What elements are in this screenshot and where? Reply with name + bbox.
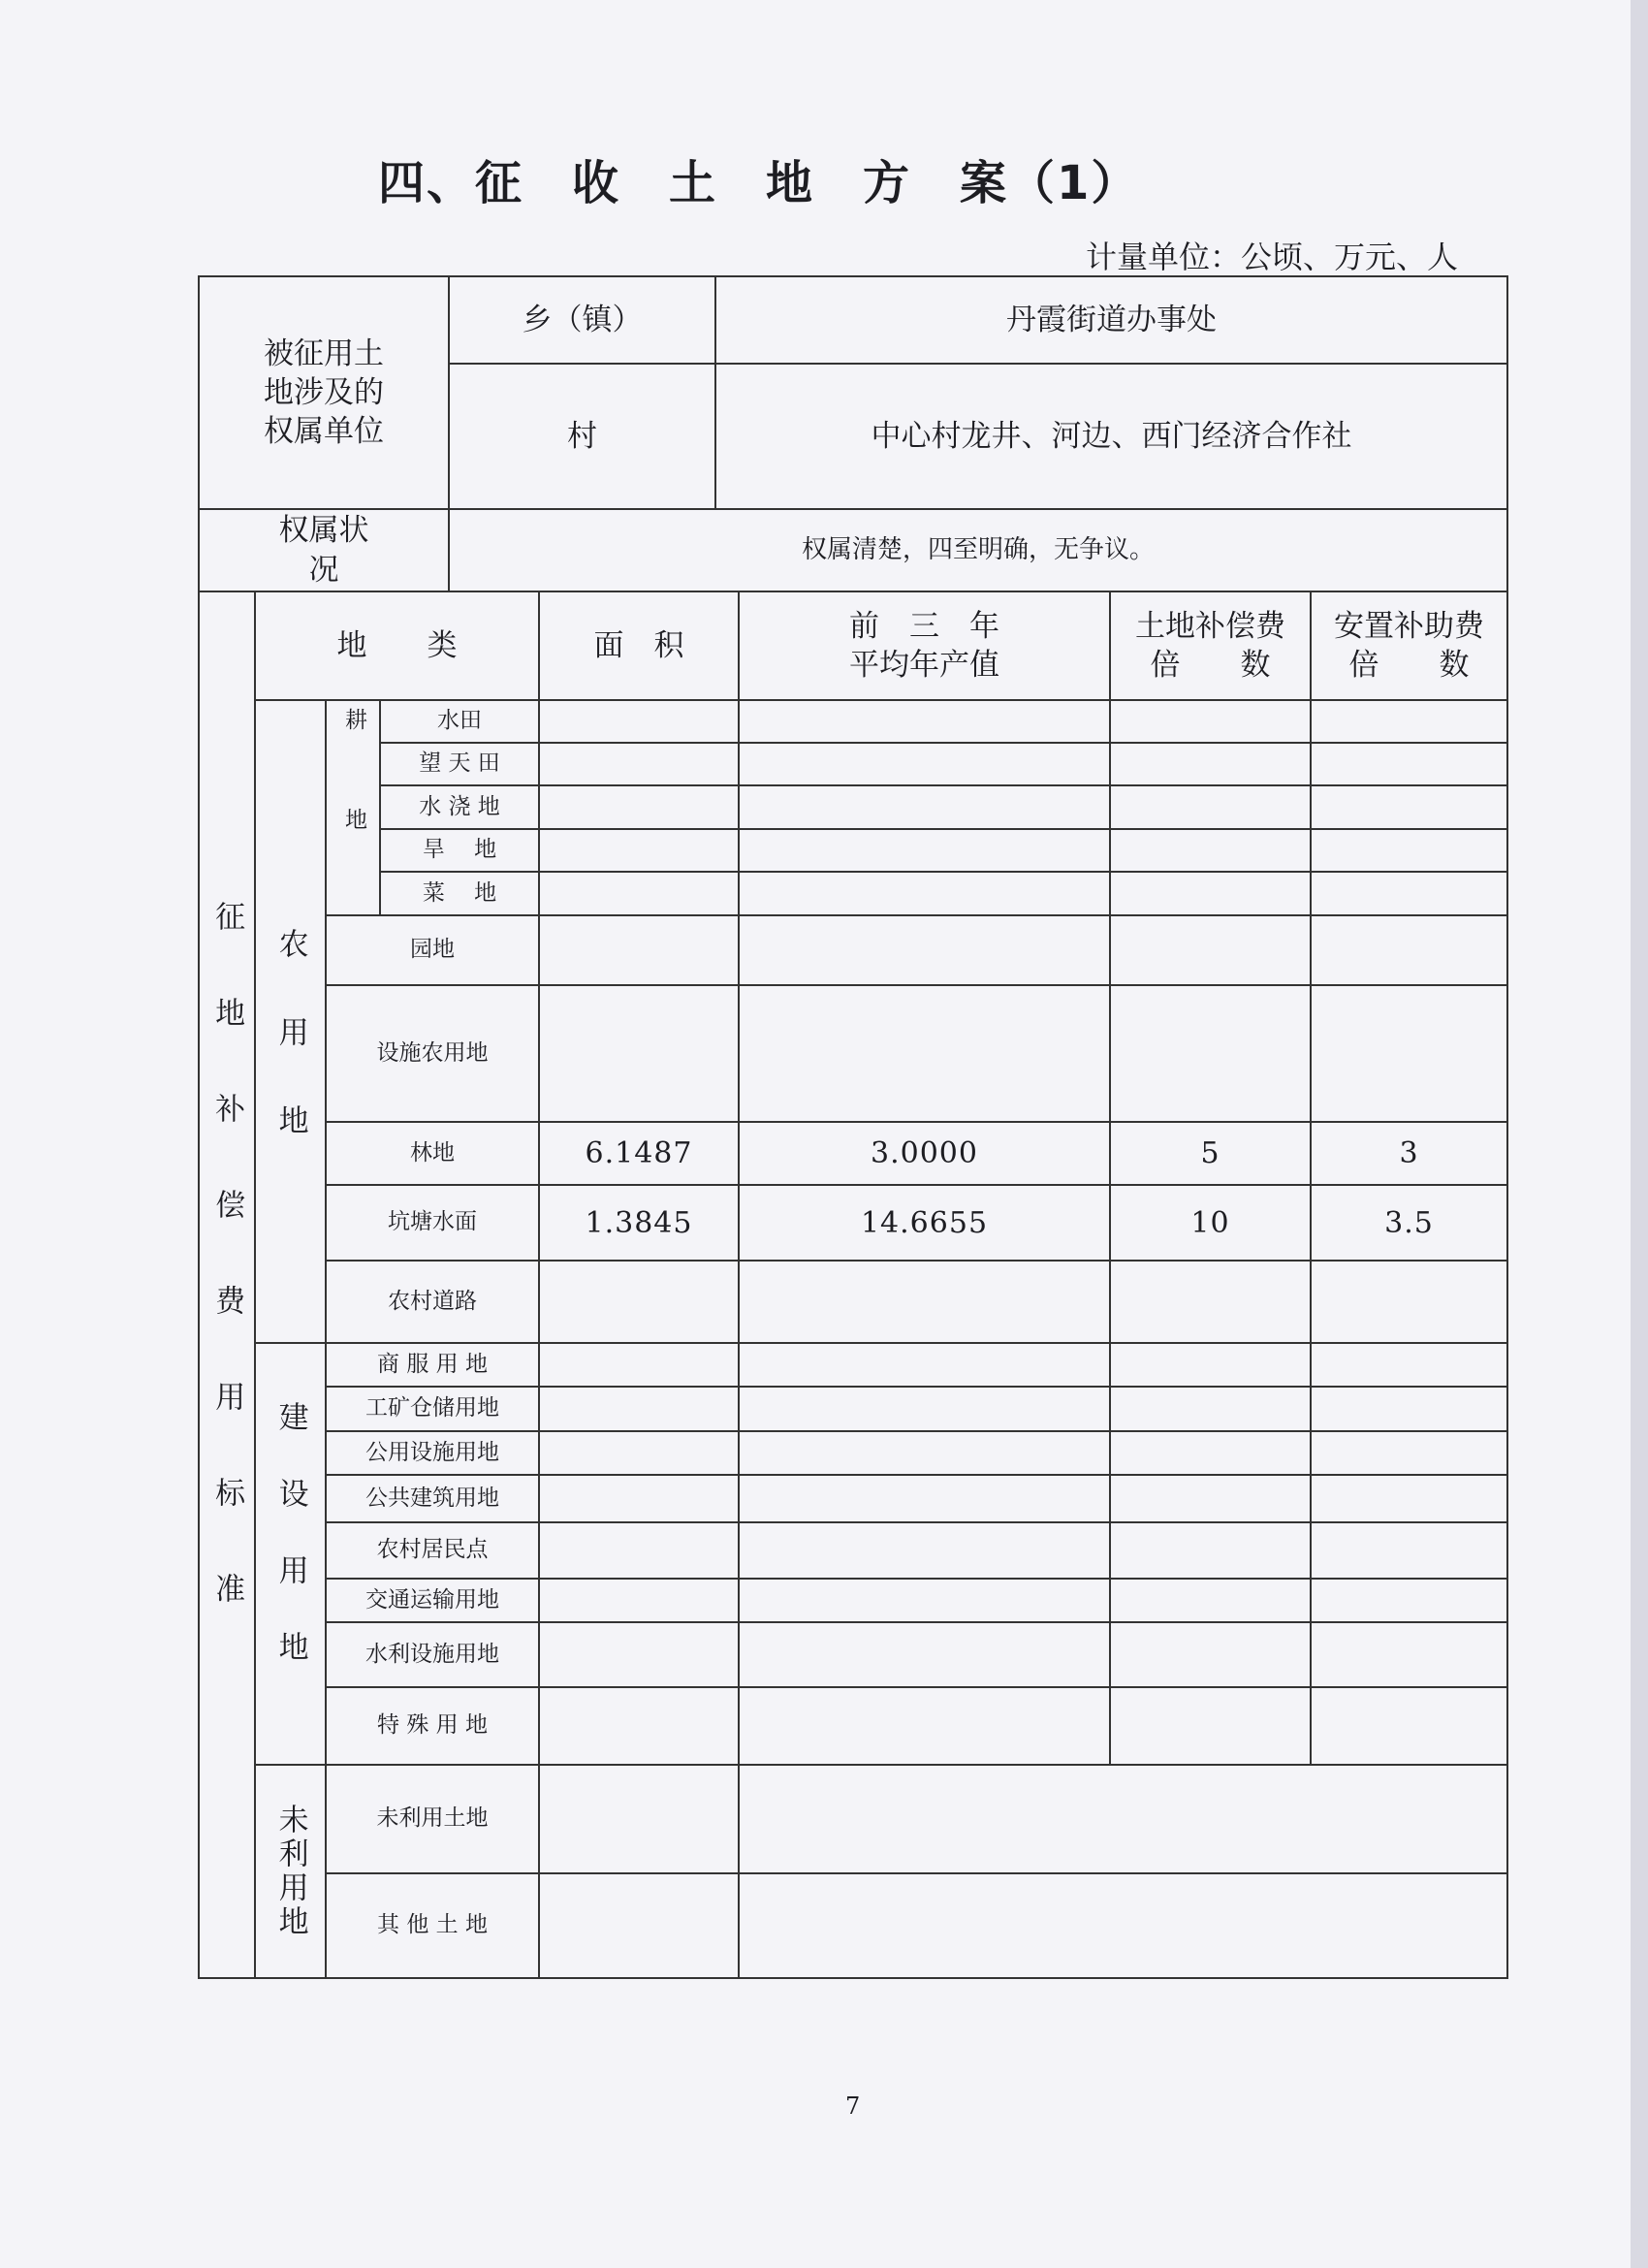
- group-construction: 建设用地: [272, 1400, 308, 1708]
- row-rainfed-label: 望 天 田: [419, 751, 500, 777]
- row-water-label: 水利设施用地: [365, 1641, 499, 1667]
- row-forest-label: 林地: [410, 1139, 455, 1166]
- row-residential-label: 农村居民点: [376, 1537, 489, 1563]
- row-unused-label: 未利用土地: [376, 1805, 489, 1832]
- row-special-label: 特 殊 用 地: [377, 1712, 488, 1739]
- row-pond-resettle: 3.5: [1384, 1205, 1434, 1240]
- group-agri: 农用地: [272, 928, 308, 1193]
- page-number: 7: [845, 2092, 861, 2120]
- header-output: 前 三 年平均年产值: [849, 608, 999, 683]
- row-dry-label: 旱 地: [422, 837, 497, 863]
- row-forest-comp: 5: [1200, 1136, 1220, 1170]
- row-irrigated-label: 水 浇 地: [419, 793, 500, 819]
- status-value: 权属清楚，四至明确，无争议。: [801, 534, 1155, 564]
- row-pond-output: 14.6655: [860, 1205, 989, 1240]
- row-pond-area: 1.3845: [585, 1205, 693, 1240]
- row-road-label: 农村道路: [388, 1288, 477, 1314]
- row-pond-label: 坑塘水面: [388, 1209, 477, 1235]
- row-forest-output: 3.0000: [871, 1136, 978, 1170]
- township-value: 丹霞街道办事处: [1006, 302, 1217, 337]
- row-forest-area: 6.1487: [585, 1136, 693, 1170]
- group-arable: 耕地: [340, 708, 366, 908]
- header-resettlement: 安置补助费倍 数: [1334, 608, 1484, 683]
- status-label: 权属状况: [278, 513, 369, 588]
- header-land-type: 地 类: [336, 627, 458, 663]
- row-paddy-label: 水田: [437, 708, 482, 734]
- row-garden-label: 园地: [410, 937, 455, 963]
- unit-label: 计量单位：公顷、万元、人: [1086, 239, 1459, 275]
- village-value: 中心村龙井、河边、西门经济合作社: [871, 418, 1352, 454]
- row-veg-label: 菜 地: [422, 879, 497, 906]
- row-forest-resettle: 3: [1399, 1136, 1419, 1170]
- header-area: 面 积: [593, 627, 684, 663]
- village-label: 村: [567, 418, 597, 454]
- row-other-label: 其 他 土 地: [377, 1912, 488, 1938]
- township-label: 乡（镇）: [522, 302, 643, 337]
- row-transport-label: 交通运输用地: [365, 1586, 499, 1613]
- page-title: 四、征 收 土 地 方 案（1）: [378, 156, 1140, 210]
- row-commercial-label: 商 服 用 地: [377, 1351, 488, 1377]
- row-industrial-label: 工矿仓储用地: [365, 1395, 499, 1421]
- side-label: 征地补偿费用标准: [209, 901, 245, 1669]
- group-unused: 未利用地: [272, 1804, 308, 1939]
- row-utility-label: 公用设施用地: [365, 1439, 499, 1465]
- row-public-label: 公共建筑用地: [365, 1485, 499, 1511]
- row-facility-label: 设施农用地: [376, 1039, 489, 1066]
- row-pond-comp: 10: [1190, 1205, 1230, 1240]
- header-compensation: 土地补偿费倍 数: [1135, 608, 1285, 683]
- ownership-label: 被征用土地涉及的权属单位: [264, 335, 384, 450]
